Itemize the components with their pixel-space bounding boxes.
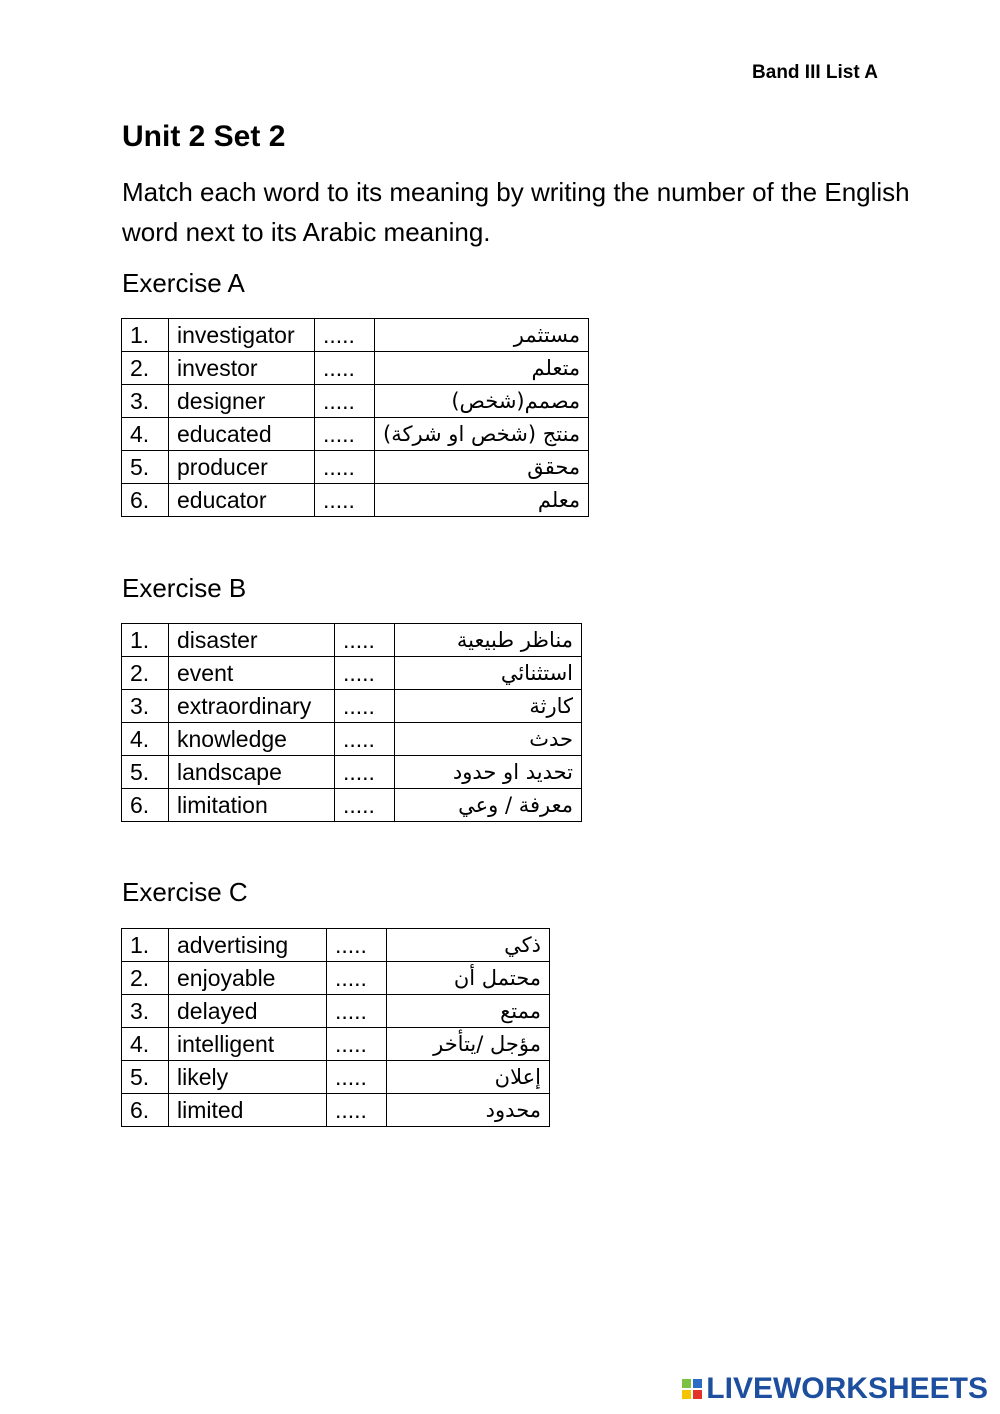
arabic-meaning: مناظر طبيعية	[395, 624, 582, 657]
arabic-meaning: إعلان	[387, 1061, 550, 1094]
row-number: 4.	[122, 418, 169, 451]
answer-blank[interactable]: .....	[335, 690, 395, 723]
instructions: Match each word to its meaning by writing the number of the English word next to its Arabic meaning.	[122, 177, 910, 247]
exercise-a-row	[122, 451, 589, 484]
arabic-meaning: مصمم(شخص)	[375, 385, 589, 418]
answer-blank[interactable]: .....	[327, 1061, 387, 1094]
exercise-c-row	[122, 995, 550, 1028]
exercise-b-row	[122, 690, 582, 723]
arabic-meaning: معرفة / وعي	[395, 789, 582, 822]
logo-text: LIVEWORKSHEETS	[706, 1372, 988, 1405]
exercise-a-row	[122, 385, 589, 418]
exercise-a-row	[122, 418, 589, 451]
exercise-a-row	[122, 484, 589, 517]
exercise-c-row	[122, 1061, 550, 1094]
english-word: enjoyable	[169, 962, 327, 995]
answer-blank[interactable]: .....	[315, 451, 375, 484]
exercise-a-table	[121, 318, 589, 517]
row-number: 1.	[122, 319, 169, 352]
row-number: 5.	[122, 1061, 169, 1094]
arabic-meaning: متعلم	[375, 352, 589, 385]
exercise-c-heading: Exercise C	[122, 877, 248, 907]
arabic-meaning: استثنائي	[395, 657, 582, 690]
english-word: advertising	[169, 929, 327, 962]
answer-blank[interactable]: .....	[335, 789, 395, 822]
page-title: Unit 2 Set 2	[122, 120, 286, 153]
english-word: producer	[169, 451, 315, 484]
arabic-meaning: مستثمر	[375, 319, 589, 352]
english-word: limitation	[169, 789, 335, 822]
english-word: designer	[169, 385, 315, 418]
answer-blank[interactable]: .....	[335, 756, 395, 789]
arabic-meaning: محقق	[375, 451, 589, 484]
answer-blank[interactable]: .....	[327, 929, 387, 962]
row-number: 3.	[122, 385, 169, 418]
arabic-meaning: محتمل أن	[387, 962, 550, 995]
row-number: 5.	[122, 451, 169, 484]
answer-blank[interactable]: .....	[315, 385, 375, 418]
logo-square-red	[693, 1390, 702, 1399]
exercise-b-row	[122, 789, 582, 822]
answer-blank[interactable]: .....	[335, 657, 395, 690]
english-word: limited	[169, 1094, 327, 1127]
english-word: investigator	[169, 319, 315, 352]
arabic-meaning: محدود	[387, 1094, 550, 1127]
exercise-a-row	[122, 352, 589, 385]
row-number: 4.	[122, 1028, 169, 1061]
answer-blank[interactable]: .....	[315, 352, 375, 385]
arabic-meaning: منتج (شخص او شركة)	[375, 418, 589, 451]
exercise-b-row	[122, 756, 582, 789]
answer-blank[interactable]: .....	[335, 624, 395, 657]
arabic-meaning: ذكي	[387, 929, 550, 962]
exercise-c-row	[122, 1028, 550, 1061]
row-number: 6.	[122, 1094, 169, 1127]
row-number: 6.	[122, 484, 169, 517]
exercise-b-row	[122, 723, 582, 756]
arabic-meaning: حدث	[395, 723, 582, 756]
answer-blank[interactable]: .....	[327, 1028, 387, 1061]
english-word: event	[169, 657, 335, 690]
english-word: delayed	[169, 995, 327, 1028]
row-number: 4.	[122, 723, 169, 756]
exercise-c-row	[122, 1094, 550, 1127]
english-word: extraordinary	[169, 690, 335, 723]
row-number: 2.	[122, 962, 169, 995]
exercise-b-table	[121, 623, 582, 822]
english-word: educated	[169, 418, 315, 451]
logo-square-blue	[693, 1379, 702, 1388]
row-number: 5.	[122, 756, 169, 789]
answer-blank[interactable]: .....	[327, 962, 387, 995]
arabic-meaning: مؤجل /يتأخر	[387, 1028, 550, 1061]
english-word: intelligent	[169, 1028, 327, 1061]
row-number: 1.	[122, 929, 169, 962]
answer-blank[interactable]: .....	[315, 319, 375, 352]
band-label: Band III List A	[752, 62, 878, 83]
answer-blank[interactable]: .....	[335, 723, 395, 756]
english-word: likely	[169, 1061, 327, 1094]
arabic-meaning: كارثة	[395, 690, 582, 723]
logo-square-green	[682, 1379, 691, 1388]
exercise-c-table	[121, 928, 550, 1127]
liveworksheets-logo-icon	[682, 1379, 702, 1399]
row-number: 2.	[122, 657, 169, 690]
row-number: 3.	[122, 690, 169, 723]
english-word: investor	[169, 352, 315, 385]
row-number: 3.	[122, 995, 169, 1028]
arabic-meaning: معلم	[375, 484, 589, 517]
english-word: disaster	[169, 624, 335, 657]
answer-blank[interactable]: .....	[315, 418, 375, 451]
english-word: knowledge	[169, 723, 335, 756]
answer-blank[interactable]: .....	[315, 484, 375, 517]
liveworksheets-logo	[682, 1372, 988, 1406]
english-word: landscape	[169, 756, 335, 789]
exercise-b-row	[122, 624, 582, 657]
exercise-b-row	[122, 657, 582, 690]
exercise-a-row	[122, 319, 589, 352]
english-word: educator	[169, 484, 315, 517]
exercise-a-heading: Exercise A	[122, 268, 245, 298]
row-number: 1.	[122, 624, 169, 657]
answer-blank[interactable]: .....	[327, 995, 387, 1028]
logo-square-yellow	[682, 1390, 691, 1399]
exercise-b-heading: Exercise B	[122, 573, 247, 603]
answer-blank[interactable]: .....	[327, 1094, 387, 1127]
row-number: 2.	[122, 352, 169, 385]
arabic-meaning: ممتع	[387, 995, 550, 1028]
row-number: 6.	[122, 789, 169, 822]
arabic-meaning: تحديد او حدود	[395, 756, 582, 789]
exercise-c-row	[122, 929, 550, 962]
exercise-c-row	[122, 962, 550, 995]
